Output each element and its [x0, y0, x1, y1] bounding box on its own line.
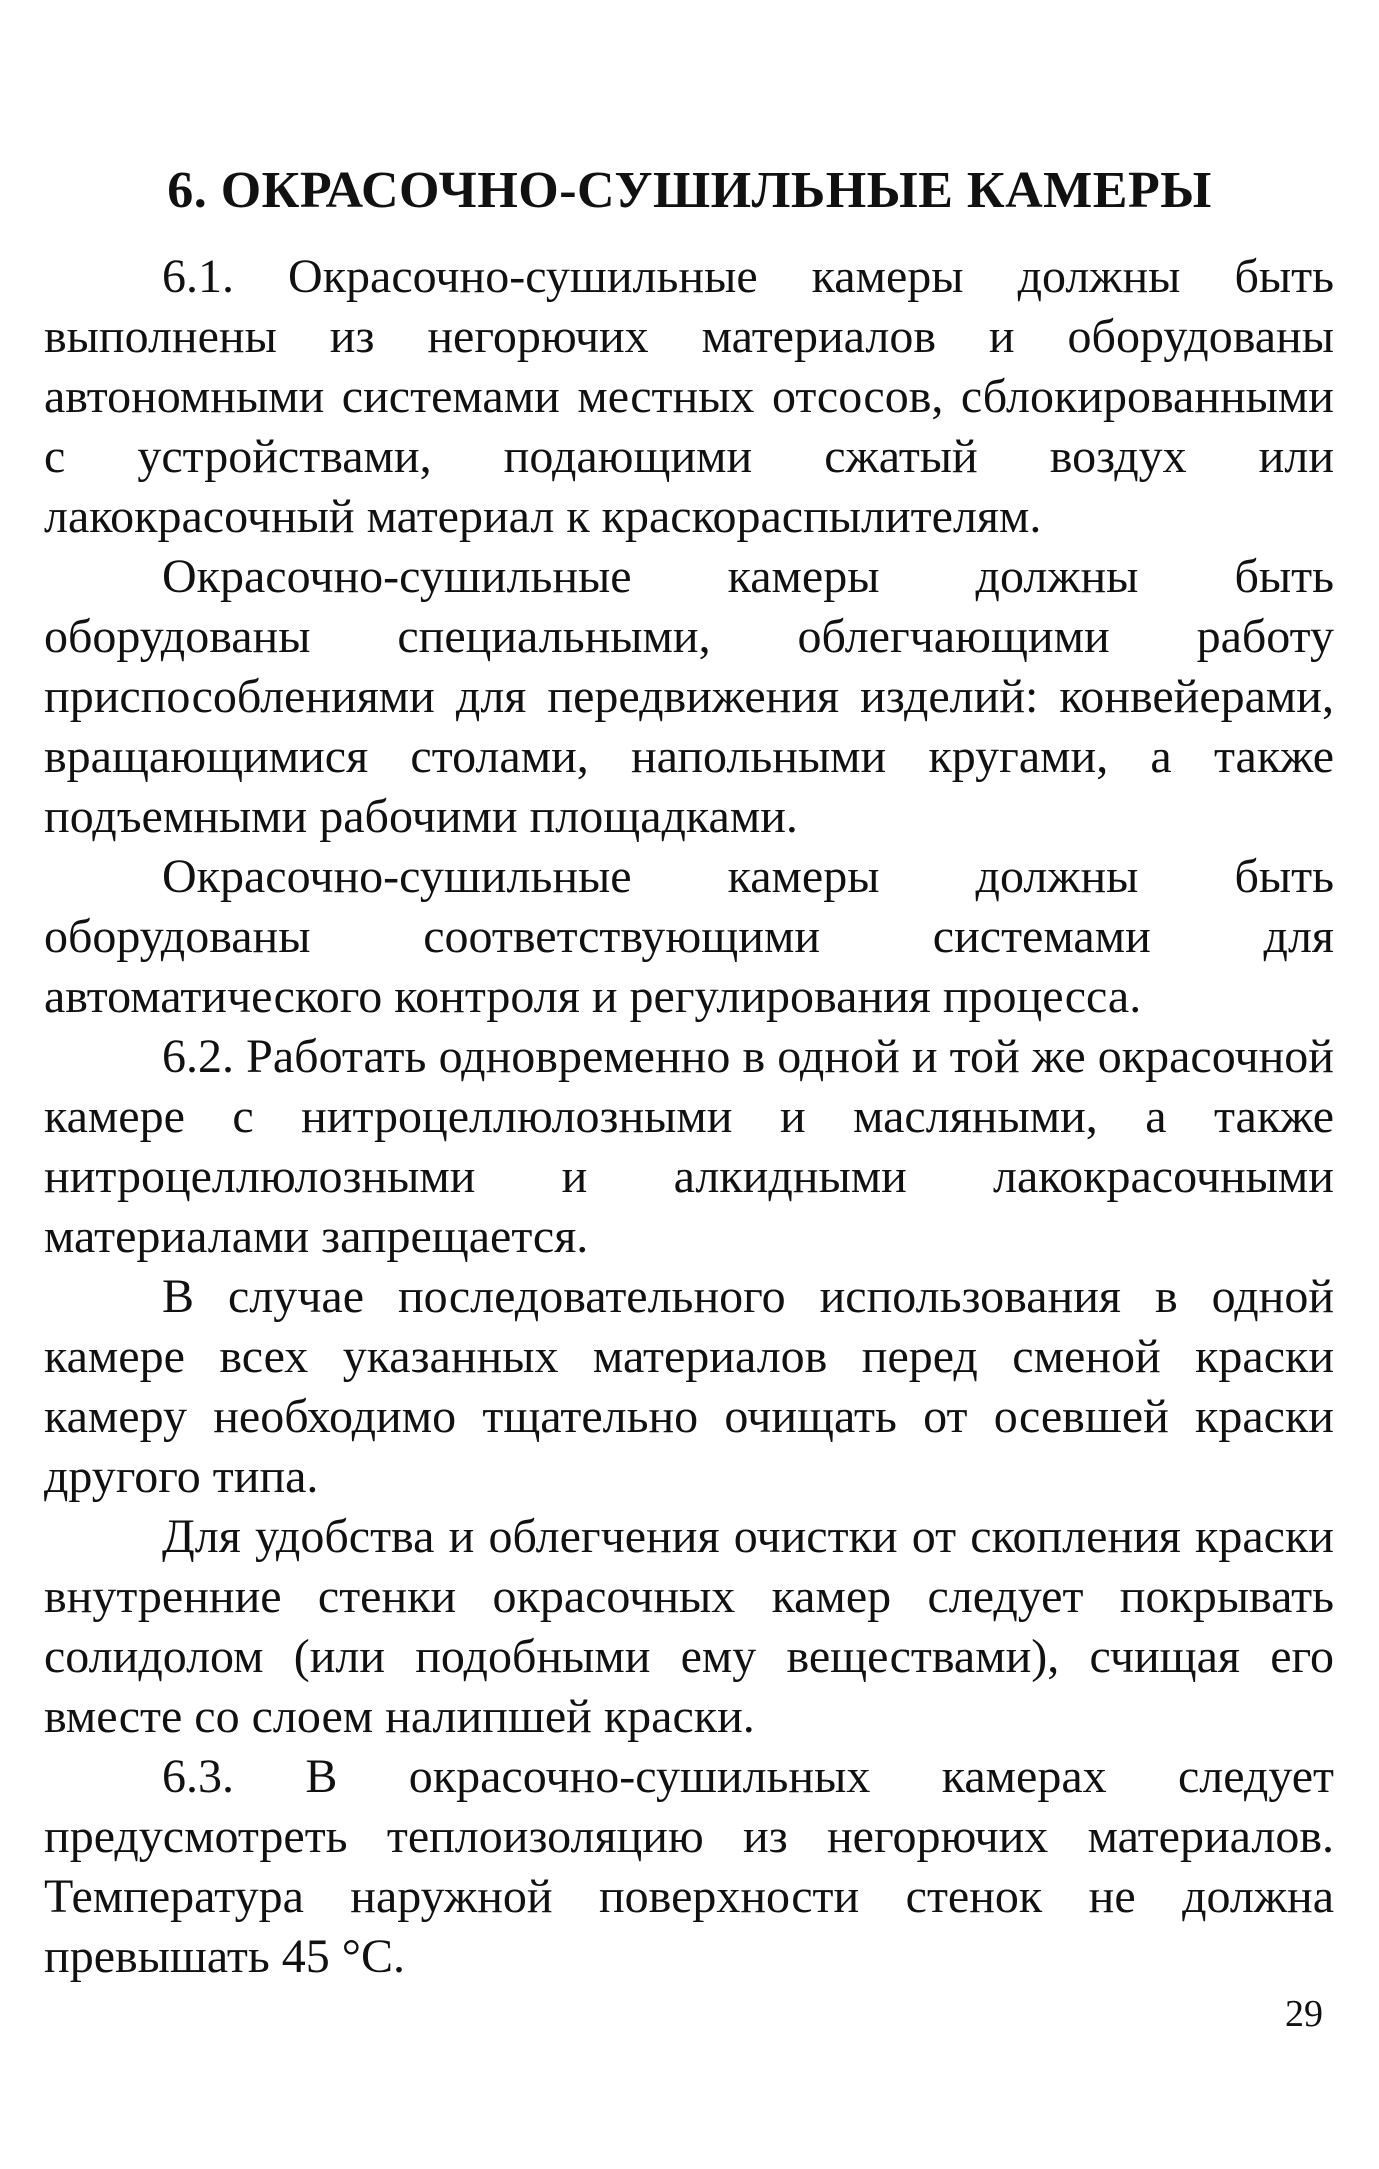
paragraph-6-1: 6.1. Окрасочно-сушильные камеры должны быть выполнены из негорючих материалов и оборудованы автономными системами местных отсосов, сблокированными с устройствами, подающими сжатый воздух или лакокрасочный материал к краскораспылителям.: [44, 250, 1334, 543]
paragraph-equipment: Окрасочно-сушильные камеры должны быть оборудованы специальными, облегчающими работу приспособлениями для передвижения изделий: конвейерами, вращающимися столами, напольными кругами, а также подъемными рабочими площадками.: [44, 550, 1334, 843]
paragraph-sequential-use: В случае последовательного использования в одной камере всех указанных материалов перед сменой краски камеру необходимо тщательно очищать от осевшей краски другого типа.: [44, 1270, 1334, 1503]
paragraph-6-3: 6.3. В окрасочно-сушильных камерах следует предусмотреть теплоизоляцию из негорючих материалов. Температура наружной поверхности стенок не должна превышать 45 °С.: [44, 1750, 1334, 1983]
paragraph-cleaning: Для удобства и облегчения очистки от скопления краски внутренние стенки окрасочных камер следует покрывать солидолом (или подобными ему веществами), счищая его вместе со слоем налипшей краски.: [44, 1510, 1334, 1743]
section-heading: 6. ОКРАСОЧНО-СУШИЛЬНЫЕ КАМЕРЫ: [167, 162, 1212, 219]
body-text: [44, 247, 1334, 1987]
page-number: 29: [1285, 1993, 1323, 2035]
paragraph-6-2: 6.2. Работать одновременно в одной и той же окрасочной камере с нитроцеллюлозными и масляными, а также нитроцеллюлозными и алкидными лакокрасочными материалами запрещается.: [44, 1030, 1334, 1263]
paragraph-automatic-control: Окрасочно-сушильные камеры должны быть оборудованы соответствующими системами для автоматического контроля и регулирования процесса.: [44, 850, 1334, 1023]
